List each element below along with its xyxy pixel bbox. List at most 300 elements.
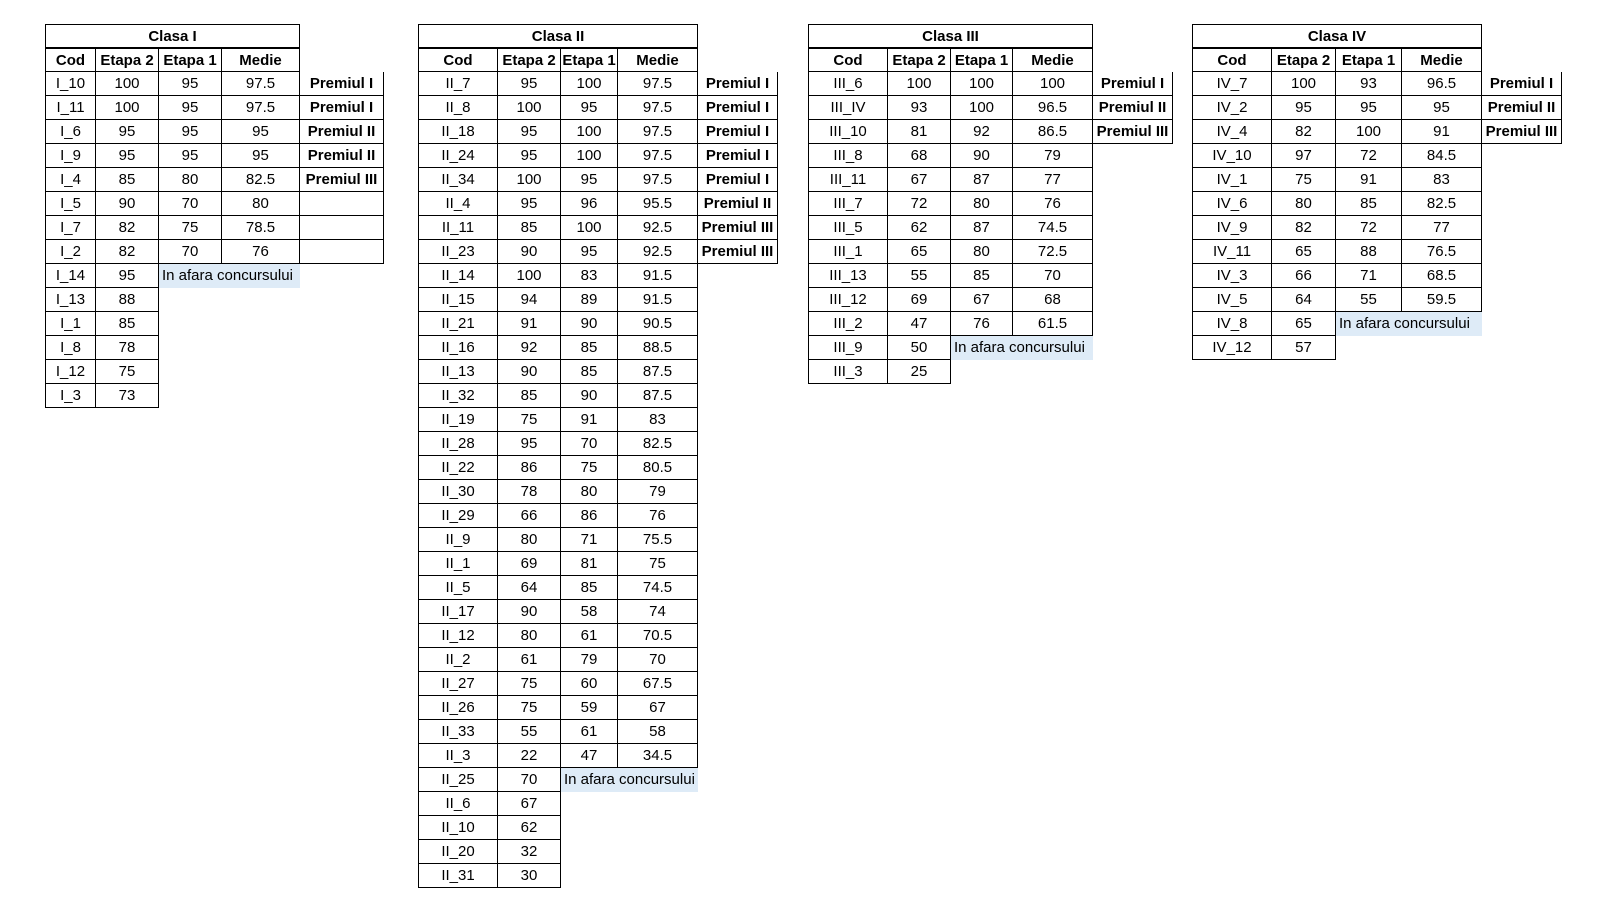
class-title: Clasa I: [45, 24, 300, 48]
cell-medie: 87.5: [618, 384, 698, 408]
prize-cell: Premiul I: [1093, 72, 1173, 96]
cell-cod: II_19: [418, 408, 498, 432]
cell-e1: 58: [561, 600, 618, 624]
cell-cod: II_4: [418, 192, 498, 216]
cell-e2: 50: [888, 336, 951, 360]
cell-medie: 100: [1013, 72, 1093, 96]
cell-e2: 55: [888, 264, 951, 288]
column-header: Medie: [618, 48, 698, 72]
column-header: Medie: [1402, 48, 1482, 72]
cell-medie: 74: [618, 600, 698, 624]
prize-cell: Premiul I: [1482, 72, 1562, 96]
cell-e2: 75: [498, 696, 561, 720]
cell-cod: II_15: [418, 288, 498, 312]
cell-e2: 81: [888, 120, 951, 144]
cell-e2: 62: [888, 216, 951, 240]
cell-cod: IV_5: [1192, 288, 1272, 312]
cell-cod: I_2: [45, 240, 96, 264]
cell-e2: 82: [96, 240, 159, 264]
cell-e2: 94: [498, 288, 561, 312]
cell-cod: II_17: [418, 600, 498, 624]
cell-e2: 67: [888, 168, 951, 192]
column-header: Medie: [1013, 48, 1093, 72]
cell-e2: 95: [96, 144, 159, 168]
header-row: [418, 48, 698, 72]
prize-cell: Premiul I: [698, 72, 778, 96]
cell-cod: II_12: [418, 624, 498, 648]
cell-cod: III_12: [808, 288, 888, 312]
cell-e1: 95: [159, 144, 222, 168]
cell-e1: 70: [159, 192, 222, 216]
cell-cod: II_24: [418, 144, 498, 168]
cell-e2: 65: [1272, 240, 1336, 264]
cell-e1: 90: [561, 312, 618, 336]
cell-e2: 90: [498, 240, 561, 264]
cell-medie: 97.5: [618, 96, 698, 120]
cell-e1: 91: [1336, 168, 1402, 192]
cell-cod: II_22: [418, 456, 498, 480]
cell-e2: 100: [498, 168, 561, 192]
cell-e1: 81: [561, 552, 618, 576]
cell-medie: 87.5: [618, 360, 698, 384]
cell-e2: 85: [96, 168, 159, 192]
cell-medie: 96.5: [1013, 96, 1093, 120]
cell-e1: 75: [159, 216, 222, 240]
cell-cod: II_23: [418, 240, 498, 264]
cell-cod: III_10: [808, 120, 888, 144]
cell-e2: 70: [498, 768, 561, 792]
header-row: [808, 48, 1093, 72]
cell-cod: I_7: [45, 216, 96, 240]
prize-cell: Premiul I: [698, 120, 778, 144]
cell-e2: 95: [498, 144, 561, 168]
cell-e1: 100: [561, 144, 618, 168]
prize-cell: Premiul III: [698, 240, 778, 264]
cell-e2: 82: [1272, 120, 1336, 144]
cell-e2: 86: [498, 456, 561, 480]
column-header: Cod: [45, 48, 96, 72]
cell-e1: 85: [951, 264, 1013, 288]
cell-e2: 95: [96, 264, 159, 288]
column-header: Etapa 2: [498, 48, 561, 72]
cell-cod: II_30: [418, 480, 498, 504]
cell-medie: 97.5: [618, 168, 698, 192]
cell-medie: 92.5: [618, 240, 698, 264]
cell-e2: 95: [498, 432, 561, 456]
cell-e1: 61: [561, 624, 618, 648]
cell-cod: II_6: [418, 792, 498, 816]
outside-competition-note: In afara concursului: [1336, 312, 1482, 336]
cell-cod: I_1: [45, 312, 96, 336]
cell-cod: IV_7: [1192, 72, 1272, 96]
cell-medie: 67.5: [618, 672, 698, 696]
cell-e2: 95: [498, 72, 561, 96]
column-header: Etapa 2: [96, 48, 159, 72]
cell-medie: 68: [1013, 288, 1093, 312]
cell-medie: 74.5: [1013, 216, 1093, 240]
cell-e1: 89: [561, 288, 618, 312]
cell-medie: 79: [1013, 144, 1093, 168]
prize-cell: Premiul II: [698, 192, 778, 216]
cell-e2: 95: [96, 120, 159, 144]
cell-cod: II_10: [418, 816, 498, 840]
cell-e2: 32: [498, 840, 561, 864]
cell-e1: 79: [561, 648, 618, 672]
cell-medie: 95: [222, 120, 300, 144]
prize-cell: Premiul I: [698, 144, 778, 168]
prize-cell: Premiul II: [300, 144, 384, 168]
cell-e1: 91: [561, 408, 618, 432]
prize-cell: [300, 192, 384, 216]
prize-cell: Premiul I: [698, 168, 778, 192]
cell-medie: 70: [1013, 264, 1093, 288]
cell-e1: 55: [1336, 288, 1402, 312]
cell-e2: 100: [498, 264, 561, 288]
cell-cod: IV_11: [1192, 240, 1272, 264]
cell-cod: IV_9: [1192, 216, 1272, 240]
cell-e1: 85: [561, 336, 618, 360]
cell-e1: 100: [561, 216, 618, 240]
cell-medie: 75.5: [618, 528, 698, 552]
cell-e2: 85: [96, 312, 159, 336]
cell-e2: 75: [96, 360, 159, 384]
cell-e2: 62: [498, 816, 561, 840]
cell-e1: 95: [561, 168, 618, 192]
column-header: Etapa 1: [159, 48, 222, 72]
cell-e1: 67: [951, 288, 1013, 312]
cell-medie: 70: [618, 648, 698, 672]
cell-medie: 75: [618, 552, 698, 576]
cell-e2: 95: [1272, 96, 1336, 120]
prize-cell: [300, 216, 384, 240]
cell-e1: 72: [1336, 216, 1402, 240]
cell-e2: 95: [498, 120, 561, 144]
cell-medie: 82.5: [618, 432, 698, 456]
prize-cell: Premiul I: [300, 72, 384, 96]
cell-e2: 100: [498, 96, 561, 120]
cell-e2: 80: [498, 624, 561, 648]
cell-e1: 96: [561, 192, 618, 216]
cell-medie: 97.5: [222, 72, 300, 96]
cell-cod: II_13: [418, 360, 498, 384]
cell-cod: II_16: [418, 336, 498, 360]
cell-cod: II_2: [418, 648, 498, 672]
cell-medie: 67: [618, 696, 698, 720]
cell-medie: 77: [1402, 216, 1482, 240]
cell-e1: 100: [951, 72, 1013, 96]
cell-e2: 100: [888, 72, 951, 96]
header-row: [45, 48, 300, 72]
cell-e2: 97: [1272, 144, 1336, 168]
cell-e2: 75: [1272, 168, 1336, 192]
cell-cod: II_27: [418, 672, 498, 696]
cell-e2: 66: [1272, 264, 1336, 288]
cell-cod: II_3: [418, 744, 498, 768]
cell-e2: 66: [498, 504, 561, 528]
cell-cod: II_33: [418, 720, 498, 744]
prize-cell: Premiul III: [1482, 120, 1562, 144]
cell-e2: 90: [498, 360, 561, 384]
cell-cod: II_7: [418, 72, 498, 96]
cell-e2: 64: [1272, 288, 1336, 312]
cell-medie: 76: [1013, 192, 1093, 216]
class-title: Clasa III: [808, 24, 1093, 48]
column-header: Etapa 1: [1336, 48, 1402, 72]
cell-cod: I_13: [45, 288, 96, 312]
cell-medie: 61.5: [1013, 312, 1093, 336]
cell-e2: 67: [498, 792, 561, 816]
cell-medie: 74.5: [618, 576, 698, 600]
cell-cod: III_IV: [808, 96, 888, 120]
cell-e2: 80: [498, 528, 561, 552]
column-header: Cod: [808, 48, 888, 72]
cell-e1: 83: [561, 264, 618, 288]
cell-cod: I_14: [45, 264, 96, 288]
column-header: Etapa 2: [888, 48, 951, 72]
cell-medie: 70.5: [618, 624, 698, 648]
cell-medie: 95: [222, 144, 300, 168]
class-title: Clasa IV: [1192, 24, 1482, 48]
cell-e1: 72: [1336, 144, 1402, 168]
cell-e2: 69: [498, 552, 561, 576]
cell-e2: 22: [498, 744, 561, 768]
cell-e1: 76: [951, 312, 1013, 336]
cell-medie: 76.5: [1402, 240, 1482, 264]
cell-e1: 70: [561, 432, 618, 456]
cell-e1: 92: [951, 120, 1013, 144]
cell-e2: 47: [888, 312, 951, 336]
cell-cod: IV_6: [1192, 192, 1272, 216]
header-row: [1192, 48, 1482, 72]
cell-cod: I_10: [45, 72, 96, 96]
cell-e1: 80: [951, 192, 1013, 216]
cell-cod: II_32: [418, 384, 498, 408]
prize-cell: [300, 240, 384, 264]
cell-medie: 95: [1402, 96, 1482, 120]
prize-cell: Premiul III: [698, 216, 778, 240]
cell-medie: 83: [1402, 168, 1482, 192]
cell-cod: IV_8: [1192, 312, 1272, 336]
cell-e2: 100: [1272, 72, 1336, 96]
cell-e1: 95: [159, 120, 222, 144]
cell-medie: 90.5: [618, 312, 698, 336]
cell-medie: 95.5: [618, 192, 698, 216]
column-header: Etapa 2: [1272, 48, 1336, 72]
cell-e1: 85: [1336, 192, 1402, 216]
cell-e1: 60: [561, 672, 618, 696]
cell-e1: 100: [951, 96, 1013, 120]
cell-e1: 85: [561, 576, 618, 600]
cell-e2: 85: [498, 384, 561, 408]
cell-cod: I_6: [45, 120, 96, 144]
cell-e1: 59: [561, 696, 618, 720]
cell-e1: 90: [951, 144, 1013, 168]
cell-cod: I_5: [45, 192, 96, 216]
prize-cell: Premiul II: [1482, 96, 1562, 120]
cell-e2: 90: [96, 192, 159, 216]
column-header: Etapa 1: [951, 48, 1013, 72]
cell-e1: 47: [561, 744, 618, 768]
prize-cell: Premiul III: [1093, 120, 1173, 144]
cell-medie: 96.5: [1402, 72, 1482, 96]
prize-cell: Premiul I: [300, 96, 384, 120]
cell-e1: 71: [561, 528, 618, 552]
cell-e2: 93: [888, 96, 951, 120]
cell-e1: 61: [561, 720, 618, 744]
cell-e2: 55: [498, 720, 561, 744]
cell-e2: 30: [498, 864, 561, 888]
cell-medie: 80: [222, 192, 300, 216]
cell-e2: 92: [498, 336, 561, 360]
cell-e2: 100: [96, 96, 159, 120]
cell-e2: 65: [1272, 312, 1336, 336]
cell-cod: II_11: [418, 216, 498, 240]
cell-e1: 80: [561, 480, 618, 504]
cell-cod: III_2: [808, 312, 888, 336]
column-header: Cod: [1192, 48, 1272, 72]
cell-e2: 91: [498, 312, 561, 336]
outside-competition-note: In afara concursului: [561, 768, 698, 792]
cell-medie: 97.5: [618, 72, 698, 96]
cell-e1: 70: [159, 240, 222, 264]
cell-e2: 80: [1272, 192, 1336, 216]
prize-cell: Premiul I: [698, 96, 778, 120]
cell-medie: 76: [618, 504, 698, 528]
cell-medie: 58: [618, 720, 698, 744]
cell-e1: 90: [561, 384, 618, 408]
cell-e2: 57: [1272, 336, 1336, 360]
cell-e2: 68: [888, 144, 951, 168]
cell-medie: 82.5: [222, 168, 300, 192]
cell-cod: III_13: [808, 264, 888, 288]
cell-cod: II_28: [418, 432, 498, 456]
cell-e1: 95: [159, 72, 222, 96]
outside-competition-note: In afara concursului: [951, 336, 1093, 360]
cell-medie: 79: [618, 480, 698, 504]
cell-e2: 78: [498, 480, 561, 504]
cell-e1: 100: [561, 120, 618, 144]
cell-cod: II_5: [418, 576, 498, 600]
cell-e2: 75: [498, 408, 561, 432]
cell-cod: IV_2: [1192, 96, 1272, 120]
prize-cell: Premiul III: [300, 168, 384, 192]
cell-e2: 95: [498, 192, 561, 216]
cell-e1: 95: [561, 240, 618, 264]
cell-cod: III_9: [808, 336, 888, 360]
cell-e2: 82: [1272, 216, 1336, 240]
cell-e1: 95: [159, 96, 222, 120]
cell-cod: II_18: [418, 120, 498, 144]
cell-medie: 34.5: [618, 744, 698, 768]
cell-medie: 88.5: [618, 336, 698, 360]
cell-e2: 65: [888, 240, 951, 264]
column-header: Cod: [418, 48, 498, 72]
prize-cell: Premiul II: [300, 120, 384, 144]
cell-e1: 87: [951, 168, 1013, 192]
cell-e2: 78: [96, 336, 159, 360]
cell-medie: 97.5: [222, 96, 300, 120]
cell-cod: II_14: [418, 264, 498, 288]
cell-e1: 71: [1336, 264, 1402, 288]
cell-cod: IV_12: [1192, 336, 1272, 360]
cell-e1: 80: [159, 168, 222, 192]
cell-cod: I_12: [45, 360, 96, 384]
cell-e2: 100: [96, 72, 159, 96]
cell-cod: II_26: [418, 696, 498, 720]
cell-e2: 73: [96, 384, 159, 408]
cell-medie: 91: [1402, 120, 1482, 144]
cell-cod: I_11: [45, 96, 96, 120]
cell-cod: IV_10: [1192, 144, 1272, 168]
cell-medie: 84.5: [1402, 144, 1482, 168]
cell-e2: 82: [96, 216, 159, 240]
cell-cod: III_3: [808, 360, 888, 384]
cell-medie: 91.5: [618, 288, 698, 312]
cell-cod: III_11: [808, 168, 888, 192]
cell-cod: II_8: [418, 96, 498, 120]
cell-cod: III_8: [808, 144, 888, 168]
cell-medie: 59.5: [1402, 288, 1482, 312]
cell-cod: II_20: [418, 840, 498, 864]
cell-e2: 72: [888, 192, 951, 216]
cell-e2: 61: [498, 648, 561, 672]
class-title: Clasa II: [418, 24, 698, 48]
cell-cod: II_25: [418, 768, 498, 792]
cell-e2: 75: [498, 672, 561, 696]
cell-medie: 72.5: [1013, 240, 1093, 264]
cell-medie: 97.5: [618, 144, 698, 168]
outside-competition-note: In afara concursului: [159, 264, 300, 288]
cell-medie: 77: [1013, 168, 1093, 192]
prize-cell: Premiul II: [1093, 96, 1173, 120]
cell-e2: 85: [498, 216, 561, 240]
cell-medie: 68.5: [1402, 264, 1482, 288]
cell-cod: II_1: [418, 552, 498, 576]
cell-cod: I_9: [45, 144, 96, 168]
cell-cod: II_31: [418, 864, 498, 888]
cell-e2: 69: [888, 288, 951, 312]
cell-e1: 95: [561, 96, 618, 120]
cell-e1: 85: [561, 360, 618, 384]
cell-e1: 87: [951, 216, 1013, 240]
cell-medie: 76: [222, 240, 300, 264]
cell-medie: 86.5: [1013, 120, 1093, 144]
cell-cod: I_4: [45, 168, 96, 192]
cell-e1: 100: [561, 72, 618, 96]
cell-medie: 97.5: [618, 120, 698, 144]
cell-cod: IV_4: [1192, 120, 1272, 144]
cell-medie: 82.5: [1402, 192, 1482, 216]
cell-medie: 80.5: [618, 456, 698, 480]
cell-cod: IV_1: [1192, 168, 1272, 192]
cell-e1: 93: [1336, 72, 1402, 96]
cell-e1: 80: [951, 240, 1013, 264]
column-header: Medie: [222, 48, 300, 72]
cell-cod: II_9: [418, 528, 498, 552]
cell-e2: 88: [96, 288, 159, 312]
cell-medie: 92.5: [618, 216, 698, 240]
cell-medie: 78.5: [222, 216, 300, 240]
cell-e2: 64: [498, 576, 561, 600]
cell-medie: 91.5: [618, 264, 698, 288]
cell-e2: 90: [498, 600, 561, 624]
cell-cod: II_34: [418, 168, 498, 192]
cell-medie: 83: [618, 408, 698, 432]
cell-cod: II_21: [418, 312, 498, 336]
cell-cod: III_1: [808, 240, 888, 264]
cell-cod: III_6: [808, 72, 888, 96]
column-header: Etapa 1: [561, 48, 618, 72]
